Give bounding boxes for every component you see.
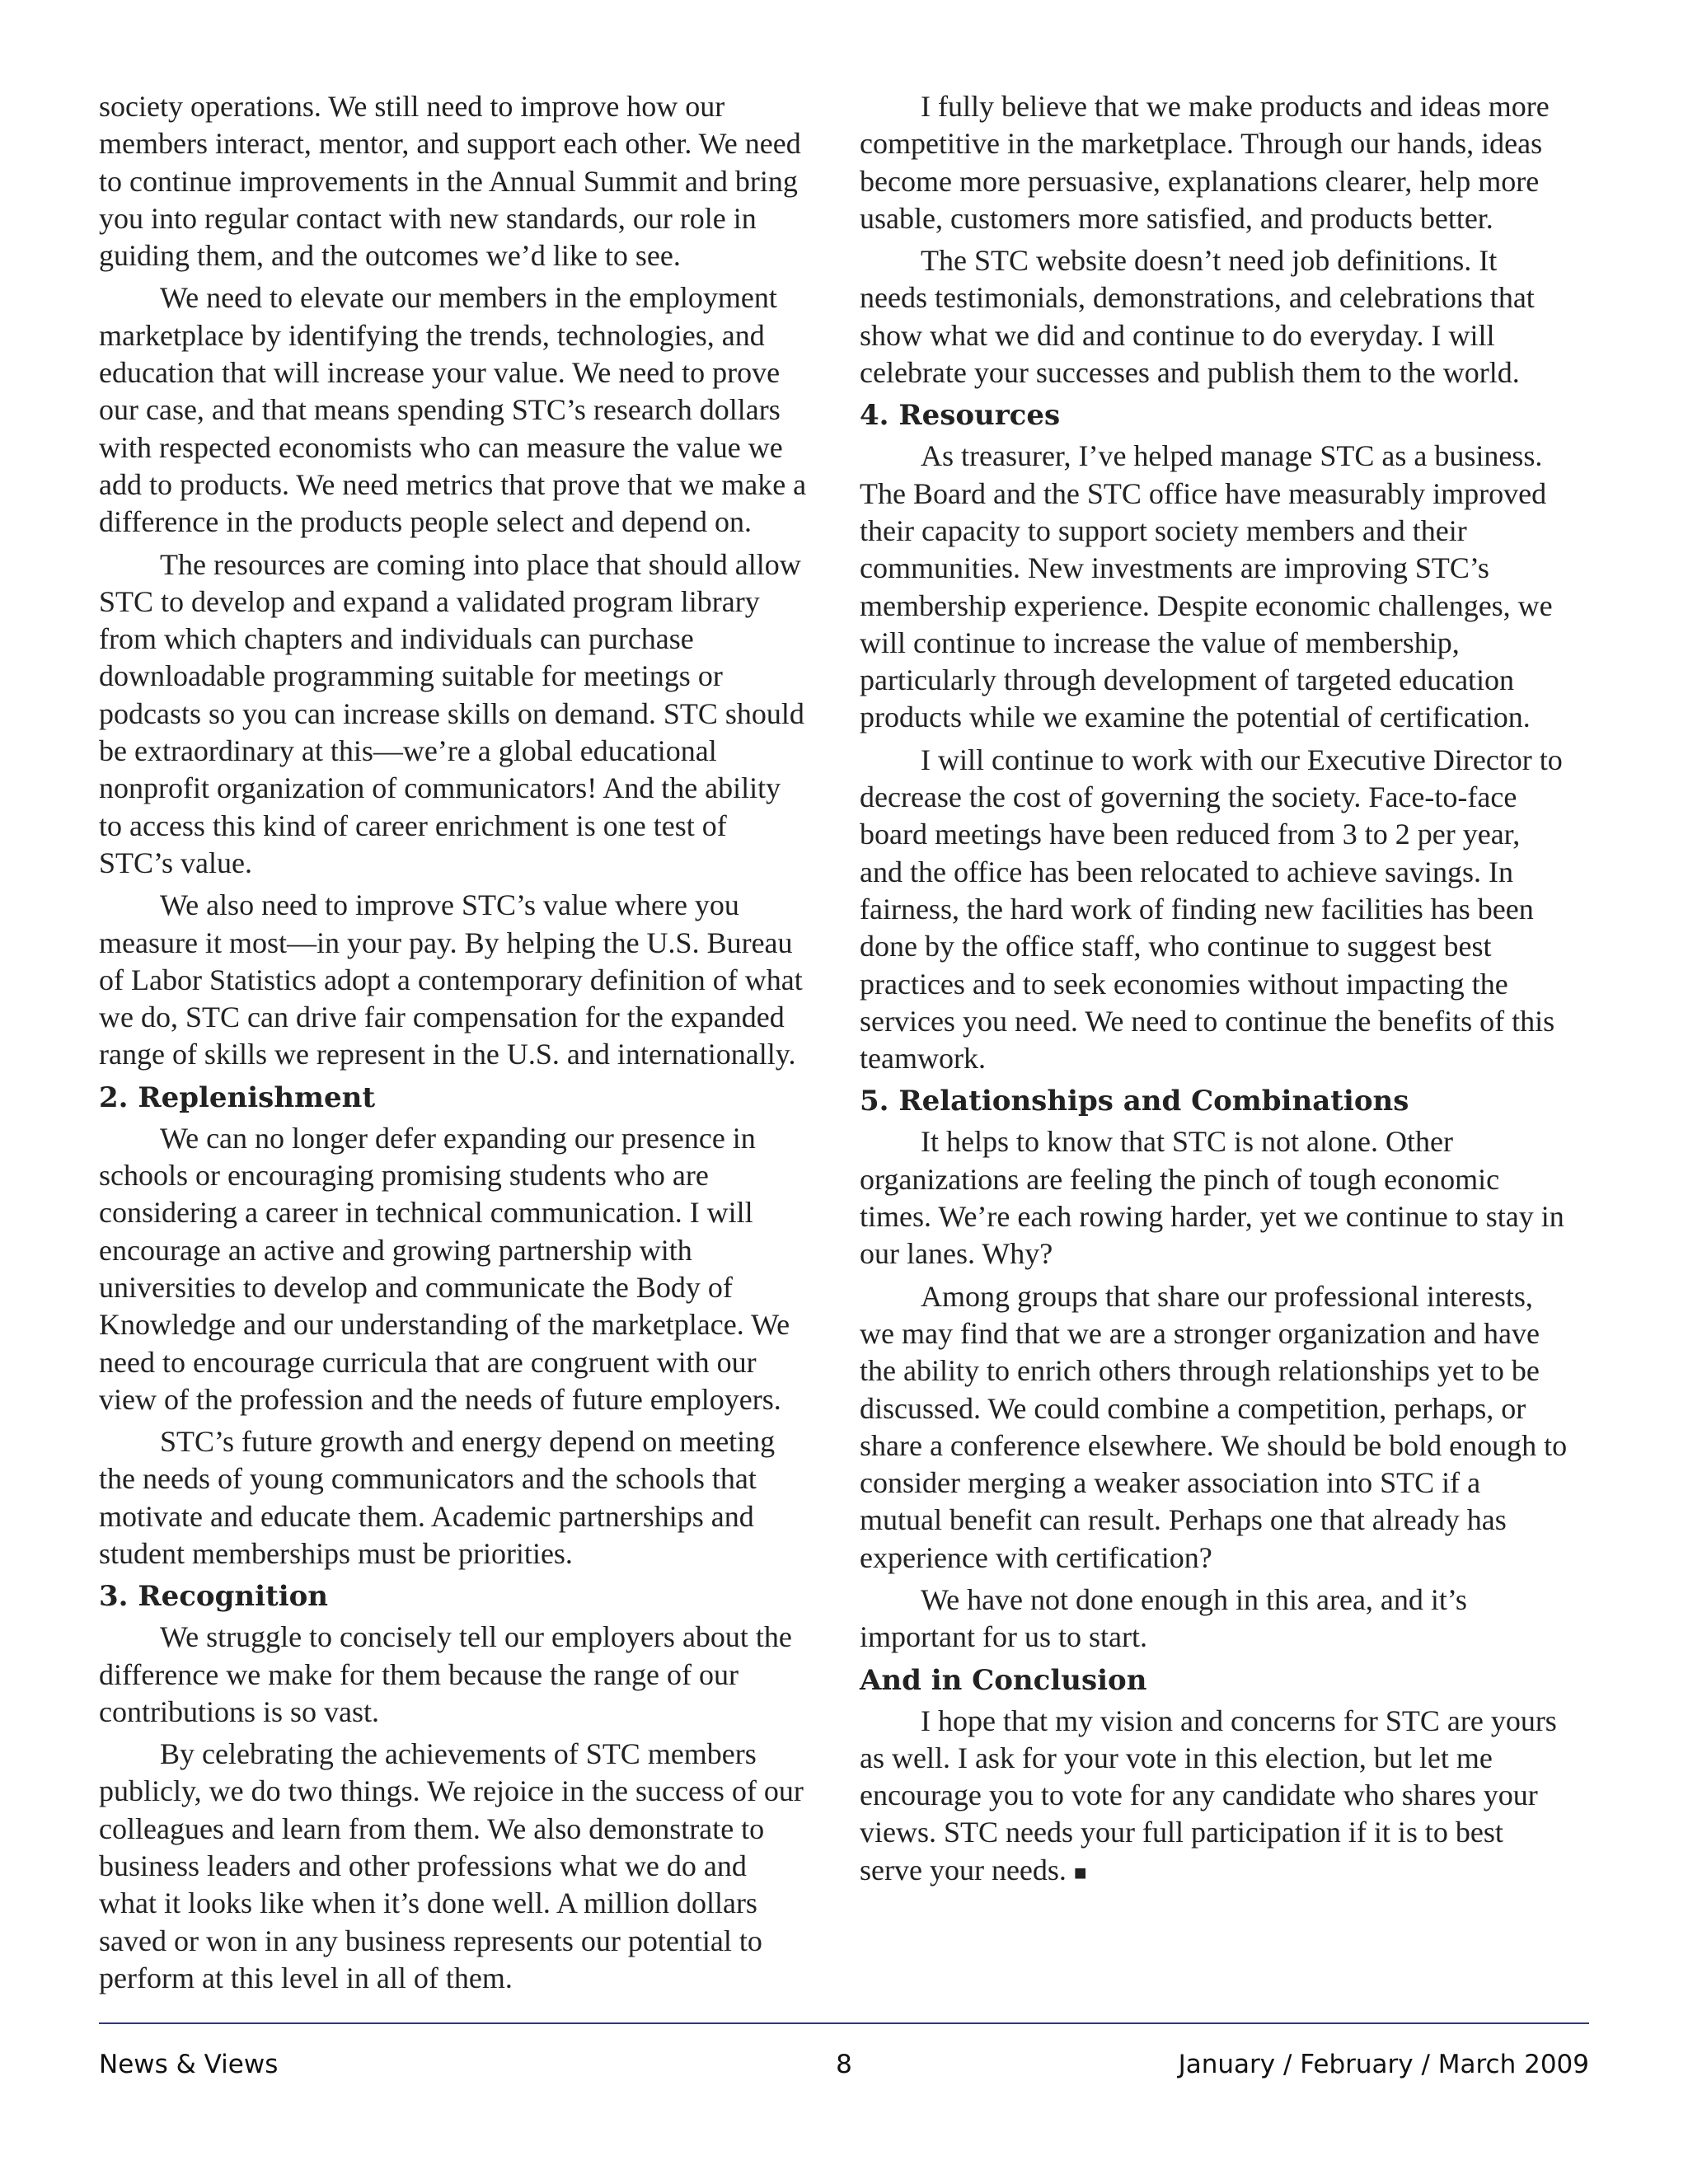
left-column [99,88,808,2002]
section-heading-recognition: 3. Recognition [99,1580,329,1614]
body-paragraph: I will continue to work with our Executive Director to decrease the cost of governing the society. Face-to-face board meetings have been reduced from 3 to 2 per year, and the office has been relocated to achieve savings. In fairness, the hard work of finding new facilities has been done by the office staff, who continue to suggest best practices and to seek economies without impacting the services you need. We need to continue the benefits of this teamwork. [860,743,1563,1076]
body-paragraph: We struggle to concisely tell our employers about the difference we make for them because the range of our contributions is so vast. [99,1620,792,1728]
publication-name: News & Views [99,2050,279,2079]
body-paragraph: Among groups that share our professional interests, we may find that we are a stronger organization and have the ability to enrich others through relationships yet to be discussed. We could combine a competition, perhaps, or share a conference elsewhere. We should be bold enough to consider merging a weaker association into STC if a mutual benefit can result. Perhaps one that already has experience with certification? [860,1279,1568,1574]
body-paragraph: By celebrating the achievements of STC members publicly, we do two things. We rejoice in the success of our colleagues and learn from them. We also demonstrate to business leaders and other professions what we do and what it looks like when it’s done well. A million dollars saved or won in any business represents our potential to perform at this level in all of them. [99,1737,804,1994]
body-paragraph [860,1703,1568,1891]
right-column [860,88,1568,1896]
end-mark-icon: ■ [1073,1860,1087,1885]
body-paragraph: We have not done enough in this area, and it’s important for us to start. [860,1582,1467,1654]
body-paragraph: It helps to know that STC is not alone. Other organizations are feeling the pinch of tough economic times. We’re each rowing harder, yet we continue to stay in our lanes. Why? [860,1125,1564,1271]
issue-date: January / February / March 2009 [1178,2050,1589,2079]
body-paragraph: As treasurer, I’ve helped manage STC as a business. The Board and the STC office have measurably improved their capacity to support society members and their communities. New investments are improving STC’s membership experience. Despite economic challenges, we will continue to increase the value of membership, particularly through development of targeted education products while we examine the potential of certification. [860,439,1553,734]
body-paragraph: STC’s future growth and energy depend on meeting the needs of young communicators and the schools that motivate and educate them. Academic partnerships and student memberships must be priorities. [99,1425,776,1570]
section-heading-replenishment: 2. Replenishment [99,1080,376,1114]
footer-rule [99,2022,1589,2024]
page-number: 8 [836,2050,852,2079]
body-paragraph: We also need to improve STC’s value where you measure it most—in your pay. By helping the U.S. Bureau of Labor Statistics adopt a contemporary definition of what we do, STC can drive fair compensation for the expanded range of skills we represent in the U.S. and internationally. [99,888,803,1071]
body-paragraph: The STC website doesn’t need job definitions. It needs testimonials, demonstrations, and celebrations that show what we did and continue to do everyday. I will celebrate your successes and publish them to the world. [860,244,1535,390]
body-paragraph: I fully believe that we make products and ideas more competitive in the marketplace. Through our hands, ideas become more persuasive, explanations clearer, help more usable, customers more satisfied, and products better. [860,90,1550,235]
body-paragraph: We need to elevate our members in the employment marketplace by identifying the trends, technologies, and education that will increase your value. We need to prove our case, and that means spending STC’s research dollars with respected economists who can measure the value we add to products. We need metrics that prove that we make a difference in the products people select and depend on. [99,281,807,539]
body-paragraph: The resources are coming into place that should allow STC to develop and expand a validated program library from which chapters and individuals can purchase downloadable programming suitable for meetings or podcasts so you can increase skills on demand. STC should be extraordinary at this—we’re a global educational nonprofit organization of communicators! And the ability to access this kind of career enrichment is one test of STC’s value. [99,547,804,879]
page-footer [99,2050,1589,2083]
body-paragraph: We can no longer defer expanding our presence in schools or encouraging promising students who are considering a career in technical communication. I will encourage an active and growing partnership with universities to develop and communicate the Body of Knowledge and our understanding of the marketplace. We need to encourage curricula that are congruent with our view of the profession and the needs of future employers. [99,1121,790,1416]
section-heading-relationships: 5. Relationships and Combinations [860,1085,1409,1118]
body-paragraph: society operations. We still need to improve how our members interact, mentor, and support each other. We need to continue improvements in the Annual Summit and bring you into regular contact with new standards, our role in guiding them, and the outcomes we’d like to see. [99,90,801,273]
section-heading-resources: 4. Resources [860,399,1061,433]
section-heading-conclusion: And in Conclusion [860,1663,1147,1697]
conclusion-text: I hope that my vision and concerns for STC are yours as well. I ask for your vote in this election, but let me encourage you to vote for any candidate who shares your views. STC needs your full participation if it is to best serve your needs. [860,1704,1557,1886]
